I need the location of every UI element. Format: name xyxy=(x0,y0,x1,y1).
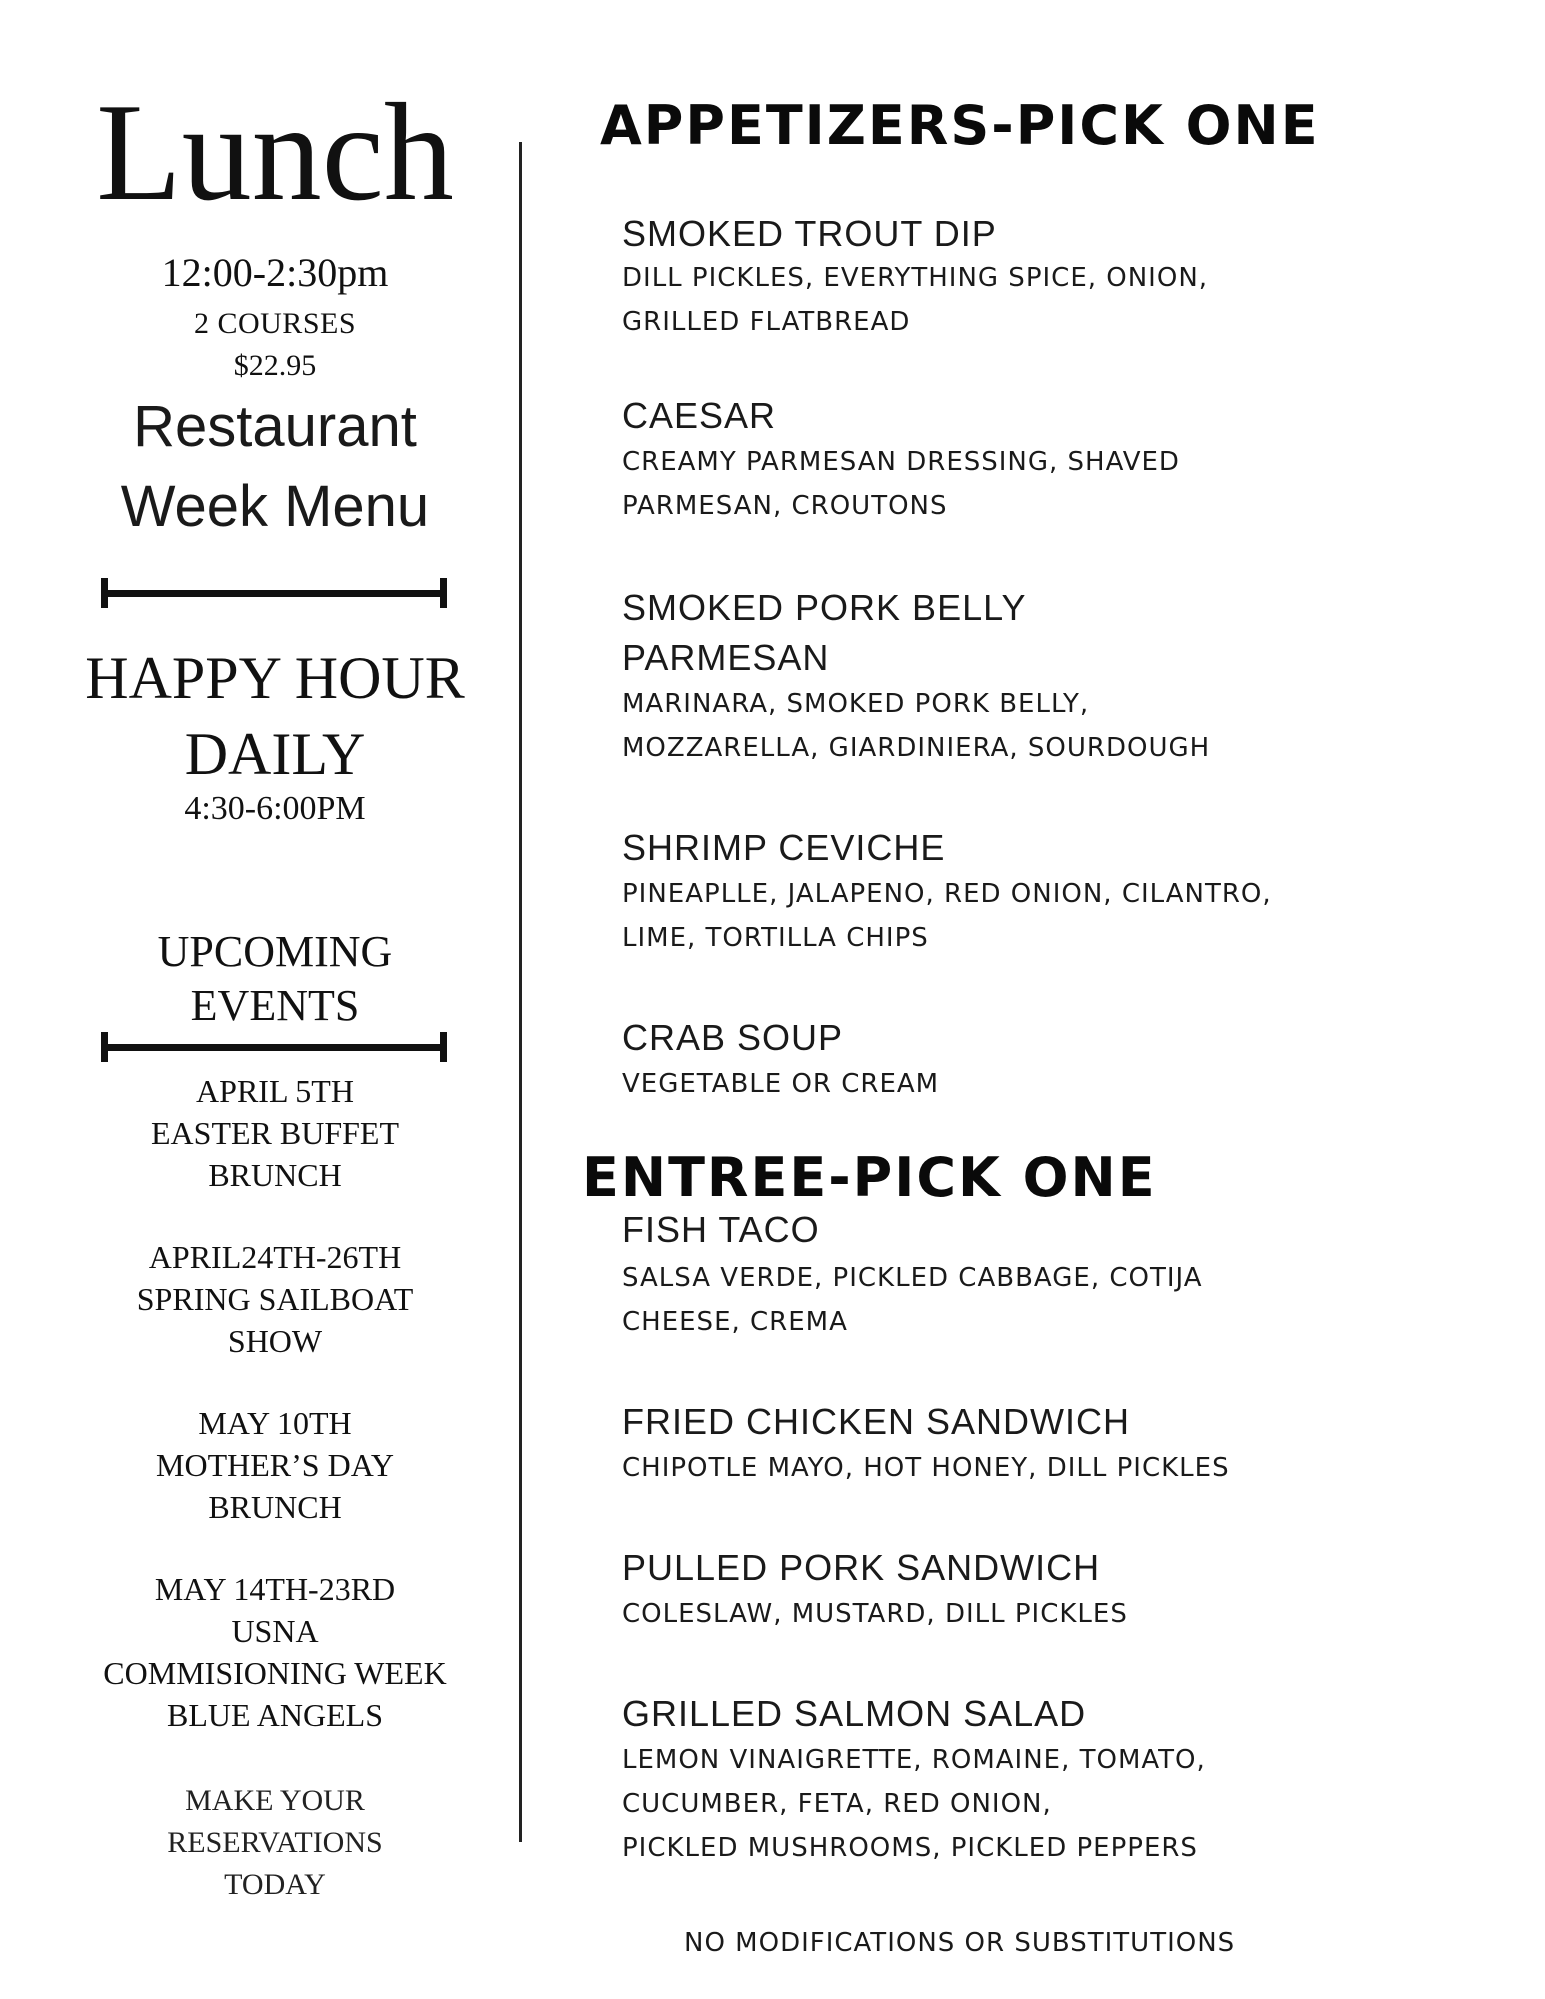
column-divider xyxy=(519,142,522,1842)
entree-name: GRILLED SALMON SALAD xyxy=(622,1693,1087,1734)
events-divider xyxy=(101,1032,447,1062)
reservations-line: RESERVATIONS xyxy=(167,1826,383,1859)
lunch-time: 12:00-2:30pm xyxy=(161,250,389,295)
event-line: MOTHER’S DAY xyxy=(156,1447,394,1483)
happy-hour-time: 4:30-6:00PM xyxy=(184,790,366,827)
appetizer-description: DILL PICKLES, EVERYTHING SPICE, ONION, xyxy=(622,263,1209,293)
appetizer-description: GRILLED FLATBREAD xyxy=(622,307,911,337)
appetizer-name: SMOKED TROUT DIP xyxy=(622,213,997,254)
event-line: SPRING SAILBOAT xyxy=(136,1281,414,1317)
entree-name: FISH TACO xyxy=(622,1209,820,1250)
entree-description: CUCUMBER, FETA, RED ONION, xyxy=(622,1789,1052,1819)
event-line: APRIL24TH-26TH xyxy=(148,1239,402,1275)
event-line: COMMISIONING WEEK xyxy=(103,1655,447,1691)
appetizer-description: VEGETABLE OR CREAM xyxy=(622,1069,940,1099)
footer-note: NO MODIFICATIONS OR SUBSTITUTIONS xyxy=(684,1928,1236,1958)
entree-description: CHIPOTLE MAYO, HOT HONEY, DILL PICKLES xyxy=(622,1453,1230,1483)
entree-name: PULLED PORK SANDWICH xyxy=(622,1547,1101,1588)
appetizer-name: PARMESAN xyxy=(622,637,830,678)
appetizer-name: SMOKED PORK BELLY xyxy=(622,587,1027,628)
lunch-courses: 2 COURSES xyxy=(193,307,357,340)
reservations-note xyxy=(30,1780,520,1906)
entree-description: CHEESE, CREMA xyxy=(622,1307,848,1337)
event-line: EASTER BUFFET xyxy=(150,1115,400,1151)
event-line: BRUNCH xyxy=(208,1489,342,1525)
happy-hour-title-line2: DAILY xyxy=(184,721,366,787)
event-line: SHOW xyxy=(227,1323,323,1359)
appetizer-description: LIME, TORTILLA CHIPS xyxy=(622,923,929,953)
section-divider xyxy=(101,578,447,608)
event-item xyxy=(30,1568,520,1736)
restaurant-week-title-line2: Week Menu xyxy=(120,474,430,539)
event-line: MAY 14TH-23RD xyxy=(154,1571,396,1607)
event-item xyxy=(30,1070,520,1196)
appetizer-description: MARINARA, SMOKED PORK BELLY, xyxy=(622,689,1090,719)
appetizer-name: CAESAR xyxy=(622,395,777,436)
entree-heading: ENTREE-PICK ONE xyxy=(582,1146,1157,1209)
event-line: BRUNCH xyxy=(208,1157,342,1193)
event-item xyxy=(30,1402,520,1528)
event-line: MAY 10TH xyxy=(198,1405,352,1441)
entree-description: PICKLED MUSHROOMS, PICKLED PEPPERS xyxy=(622,1833,1198,1863)
appetizer-description: CREAMY PARMESAN DRESSING, SHAVED xyxy=(622,447,1180,477)
reservations-line: TODAY xyxy=(224,1868,326,1901)
lunch-price: $22.95 xyxy=(233,349,317,382)
events-heading-line1: UPCOMING xyxy=(157,927,393,976)
appetizer-name: SHRIMP CEVICHE xyxy=(622,827,946,868)
entree-description: COLESLAW, MUSTARD, DILL PICKLES xyxy=(622,1599,1128,1629)
appetizer-description: PARMESAN, CROUTONS xyxy=(622,491,948,521)
appetizer-description: PINEAPLLE, JALAPENO, RED ONION, CILANTRO, xyxy=(622,879,1272,909)
reservations-line: MAKE YOUR xyxy=(185,1784,365,1817)
entree-description: LEMON VINAIGRETTE, ROMAINE, TOMATO, xyxy=(622,1745,1206,1775)
entree-name: FRIED CHICKEN SANDWICH xyxy=(622,1401,1131,1442)
event-line: USNA xyxy=(231,1613,319,1649)
appetizer-description: MOZZARELLA, GIARDINIERA, SOURDOUGH xyxy=(622,733,1211,763)
lunch-title: Lunch xyxy=(96,75,454,230)
event-line: APRIL 5TH xyxy=(196,1073,354,1109)
happy-hour-title-line1: HAPPY HOUR xyxy=(85,645,465,711)
appetizers-heading: APPETIZERS-PICK ONE xyxy=(600,94,1320,157)
events-heading-line2: EVENTS xyxy=(190,981,360,1030)
event-item xyxy=(30,1236,520,1362)
entree-description: SALSA VERDE, PICKLED CABBAGE, COTIJA xyxy=(622,1263,1203,1293)
event-line: BLUE ANGELS xyxy=(167,1697,383,1733)
appetizer-name: CRAB SOUP xyxy=(622,1017,844,1058)
restaurant-week-title-line1: Restaurant xyxy=(133,394,417,459)
